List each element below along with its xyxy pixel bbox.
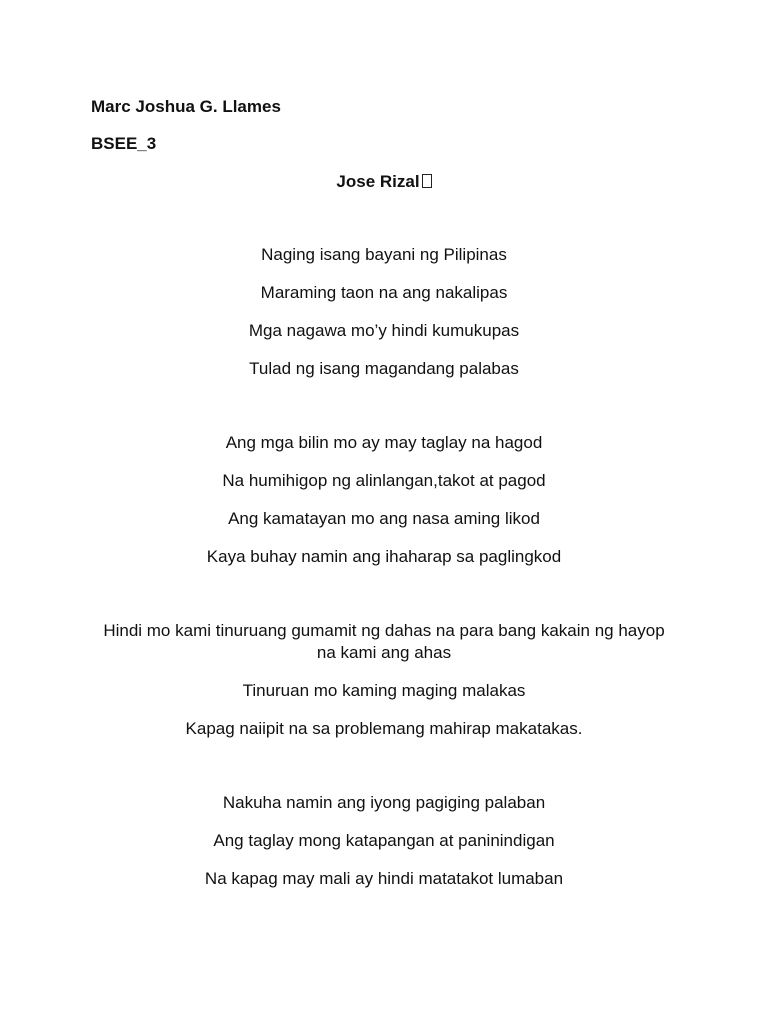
poem-line: Na kapag may mali ay hindi matatakot lumaban bbox=[204, 869, 564, 888]
poem-line: Kaya buhay namin ang ihaharap sa paglingkod bbox=[206, 547, 562, 566]
poem-line: Ang mga bilin mo ay may taglay na hagod bbox=[225, 433, 543, 452]
poem-body bbox=[0, 244, 768, 906]
poem-line: Mga nagawa mo’y hindi kumukupas bbox=[248, 321, 520, 340]
stanza-gap bbox=[0, 396, 768, 432]
poem-line: Tulad ng isang magandang palabas bbox=[249, 359, 519, 378]
missing-glyph-icon bbox=[422, 174, 432, 188]
stanza-2 bbox=[0, 432, 768, 568]
stanza-3 bbox=[0, 620, 768, 740]
poem-title bbox=[0, 171, 768, 193]
author-name: Marc Joshua G. Llames bbox=[91, 97, 281, 116]
poem-line: Tinuruan mo kaming maging malakas bbox=[242, 681, 526, 700]
stanza-1 bbox=[0, 244, 768, 380]
poem-line: Ang taglay mong katapangan at paninindigan bbox=[213, 831, 555, 850]
poem-line: Na humihigop ng alinlangan,takot at pagod bbox=[222, 471, 546, 490]
poem-line: Maraming taon na ang nakalipas bbox=[260, 283, 508, 302]
course-code: BSEE_3 bbox=[91, 134, 157, 153]
stanza-4 bbox=[0, 792, 768, 890]
poem-line: Kapag naiipit na sa problemang mahirap makatakas. bbox=[185, 719, 583, 738]
poem-line: Naging isang bayani ng Pilipinas bbox=[261, 245, 507, 264]
poem-line: Hindi mo kami tinuruang gumamit ng dahas na para bang kakain ng hayop na kami ang ahas bbox=[103, 621, 665, 662]
poem-line: Ang kamatayan mo ang nasa aming likod bbox=[228, 509, 540, 528]
stanza-gap bbox=[0, 584, 768, 620]
poem-title-text: Jose Rizal bbox=[336, 172, 420, 191]
poem-line: Nakuha namin ang iyong pagiging palaban bbox=[222, 793, 546, 812]
stanza-gap bbox=[0, 756, 768, 792]
